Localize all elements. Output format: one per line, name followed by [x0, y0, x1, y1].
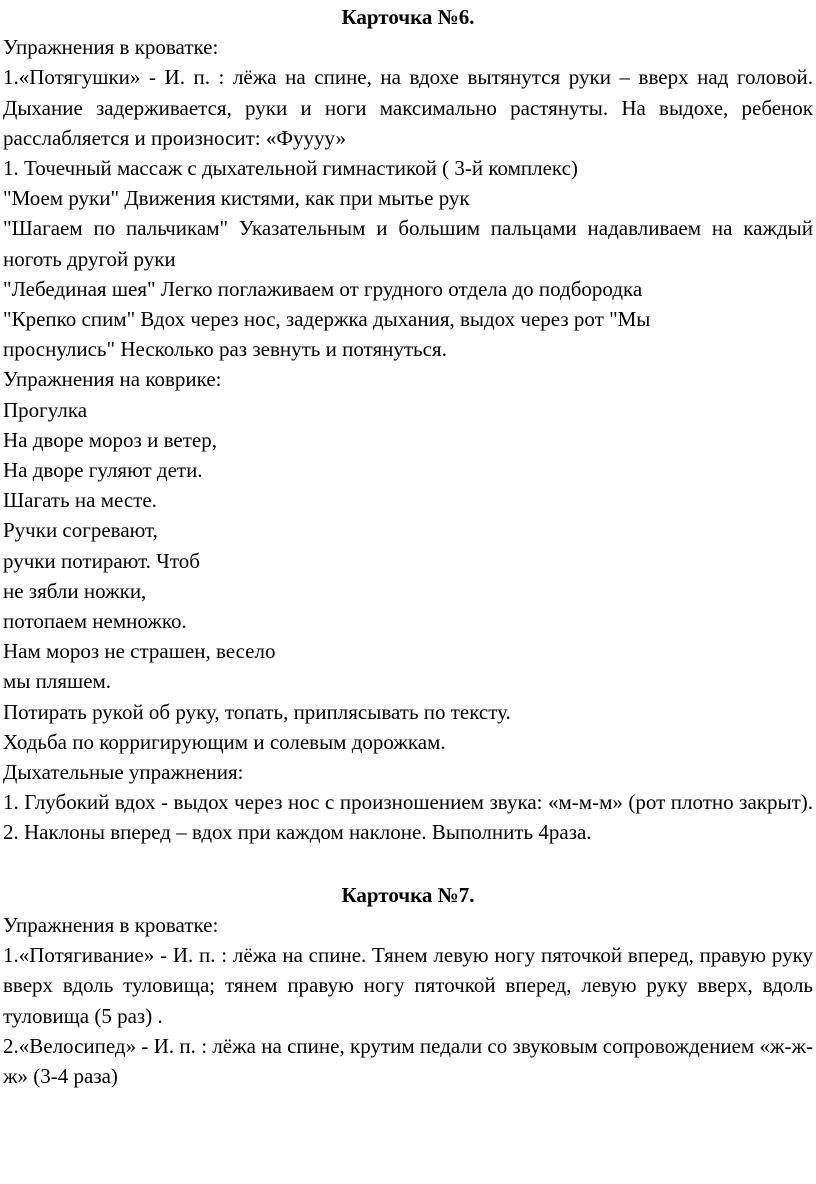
card6-breathing-heading: Дыхательные упражнения: — [3, 760, 244, 785]
poem-line: Нам мороз не страшен, весело — [3, 639, 276, 664]
card7-bed-heading: Упражнения в кроватке: — [3, 913, 219, 938]
card6-massage-title: 1. Точечный массаж с дыхательной гимнастикой ( 3-й комплекс) — [3, 156, 578, 181]
poem-line: мы пляшем. — [3, 669, 112, 694]
card7-title: Карточка №7. — [341, 882, 475, 907]
poem-line: Ходьба по корригирующим и солевым дорожкам. — [3, 729, 446, 754]
card6-sleep-line-1: "Крепко спим" Вдох через нос, задержка дыхания, выдох через рот "Мы — [3, 307, 651, 332]
card7-bicycle: 2.«Велосипед» - И. п. : лёжа на спине, крутим педали со звуковым сопровождением «ж-ж-ж» (3-4 раза) — [3, 1033, 813, 1089]
poem-line: потопаем немножко. — [3, 609, 187, 634]
card6-finger-steps: "Шагаем по пальчикам" Указательным и большим пальцами надавливаем на каждый ноготь другой руки — [3, 216, 813, 271]
poem-line: На дворе мороз и ветер, — [3, 427, 217, 452]
card6-breathing-text: 1. Глубокий вдох - выдох через нос с произношением звука: «м-м-м» (рот плотно закрыт). 2. Наклоны вперед – вдох при каждом наклоне. Выполнить 4раза. — [3, 790, 813, 845]
card6-title: Карточка №6. — [341, 5, 475, 29]
poem-line: Прогулка — [3, 397, 88, 422]
poem-line: На дворе гуляют дети. — [3, 458, 203, 483]
card6-mat-heading: Упражнения на коврике: — [3, 367, 222, 392]
poem-line: Шагать на месте. — [3, 488, 157, 513]
card6-stretch-exercise: 1.«Потягушки» - И. п. : лёжа на спине, на вдохе вытянутся руки – вверх над головой. Дыхание задерживается, руки и ноги максимально растянуты. На выдохе, ребенок расслабляется и произносит: «Фуууу» — [3, 65, 813, 150]
poem-line: не зябли ножки, — [3, 578, 147, 603]
section-spacer — [3, 848, 813, 878]
card7-stretching: 1.«Потягивание» - И. п. : лёжа на спине. Тянем левую ногу пяточкой вперед, правую руку вверх вдоль туловища; тянем правую ногу пяточкой вперед, левую руку вверх, вдоль туловища (5 раз) . — [3, 943, 813, 1028]
poem-line: Ручки согревают, — [3, 518, 158, 543]
card6-sleep-line-2: проснулись" Несколько раз зевнуть и потянуться. — [3, 337, 447, 362]
poem-line: Потирать рукой об руку, топать, приплясывать по тексту. — [3, 699, 511, 724]
card6-bed-heading: Упражнения в кроватке: — [3, 35, 219, 60]
document-page — [3, 0, 813, 1091]
card6-wash-hands: "Моем руки" Движения кистями, как при мытье рук — [3, 186, 470, 211]
poem-line: ручки потирают. Чтоб — [3, 548, 200, 573]
card6-swan-neck: "Лебединая шея" Легко поглаживаем от грудного отдела до подбородка — [3, 276, 643, 301]
